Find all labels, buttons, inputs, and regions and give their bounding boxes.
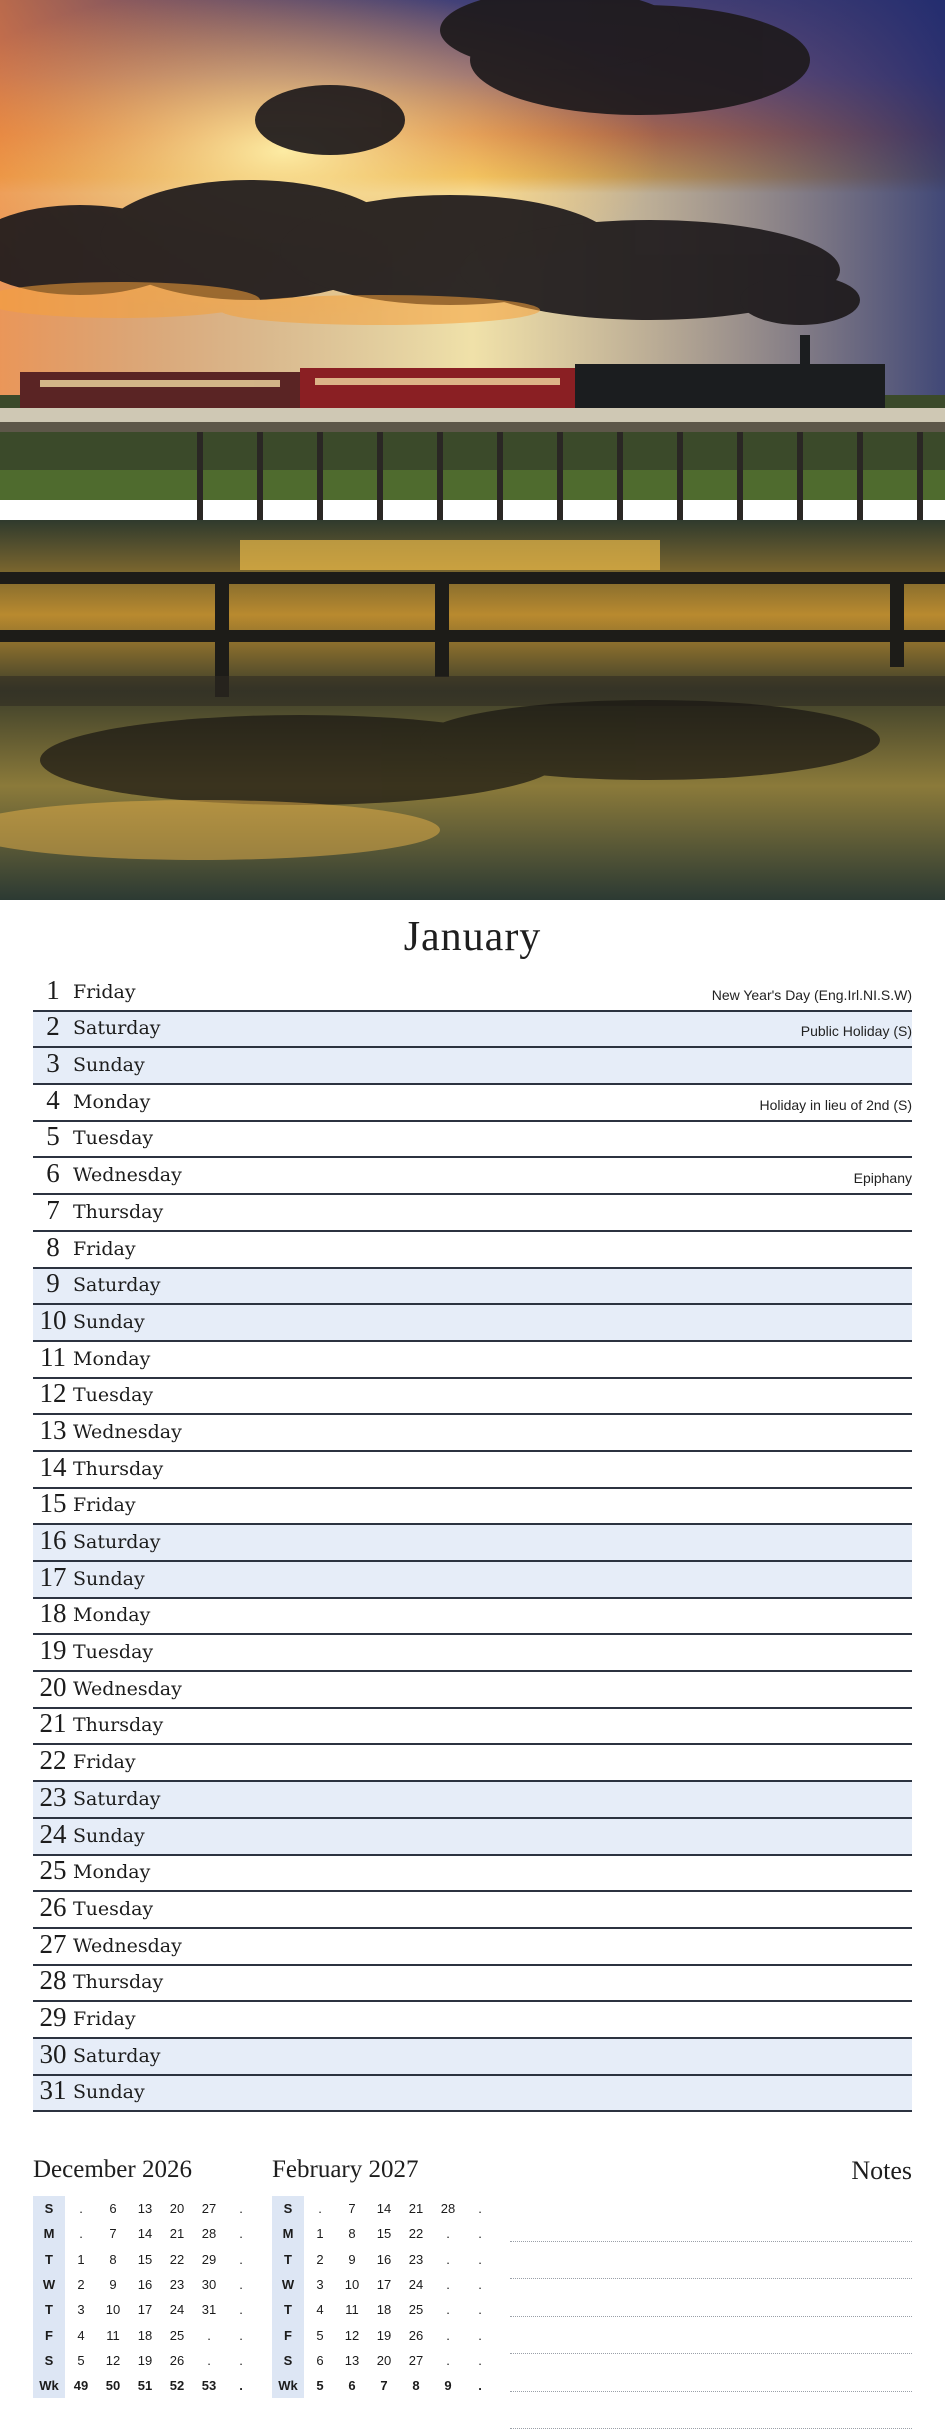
- date-cell: 24: [400, 2272, 432, 2297]
- mini-calendar-previous-month: [33, 2156, 257, 2398]
- day-number: 29: [33, 2002, 73, 2033]
- day-row: [33, 1415, 912, 1452]
- day-name: Saturday: [73, 1788, 161, 1810]
- day-name: Sunday: [73, 1054, 145, 1076]
- weekday-row: [33, 2247, 257, 2272]
- date-cell: 31: [193, 2297, 225, 2322]
- day-row: [33, 2076, 912, 2113]
- date-cell: 3: [65, 2297, 97, 2322]
- day-number: 27: [33, 1929, 73, 1960]
- day-name: Monday: [73, 1091, 150, 1113]
- day-name: Thursday: [73, 1201, 163, 1223]
- day-name: Sunday: [73, 1568, 145, 1590]
- date-cell: .: [225, 2221, 257, 2246]
- date-cell: 5: [304, 2322, 336, 2347]
- date-cell: .: [464, 2196, 496, 2221]
- day-row: [33, 1305, 912, 1342]
- day-name: Tuesday: [73, 1384, 153, 1406]
- date-cell: 3: [304, 2272, 336, 2297]
- day-number: 20: [33, 1672, 73, 1703]
- date-cell: 1: [304, 2221, 336, 2246]
- weekday-row: [272, 2247, 496, 2272]
- month-title: January: [0, 913, 945, 961]
- date-cell: 51: [129, 2373, 161, 2398]
- day-holiday-note: Public Holiday (S): [801, 1023, 912, 1039]
- weekday-row: [33, 2221, 257, 2246]
- day-name: Saturday: [73, 1274, 161, 1296]
- note-line[interactable]: [510, 2392, 912, 2429]
- date-cell: 30: [193, 2272, 225, 2297]
- date-cell: .: [432, 2322, 464, 2347]
- day-name: Thursday: [73, 1714, 163, 1736]
- date-cell: .: [225, 2348, 257, 2373]
- date-cell: .: [464, 2348, 496, 2373]
- date-cell: 29: [193, 2247, 225, 2272]
- day-number: 19: [33, 1635, 73, 1666]
- date-cell: 23: [161, 2272, 193, 2297]
- day-row: [33, 1048, 912, 1085]
- day-name: Saturday: [73, 2045, 161, 2067]
- day-row: [33, 1122, 912, 1159]
- date-cell: 28: [193, 2221, 225, 2246]
- date-cell: 1: [65, 2247, 97, 2272]
- day-number: 16: [33, 1525, 73, 1556]
- weekday-label: F: [272, 2322, 304, 2347]
- day-number: 2: [33, 1011, 73, 1042]
- date-cell: 8: [336, 2221, 368, 2246]
- day-row: [33, 1085, 912, 1122]
- day-name: Monday: [73, 1604, 150, 1626]
- day-number: 14: [33, 1452, 73, 1483]
- day-name: Saturday: [73, 1531, 161, 1553]
- note-line[interactable]: [510, 2279, 912, 2317]
- date-cell: .: [464, 2272, 496, 2297]
- day-number: 18: [33, 1598, 73, 1629]
- day-row: [33, 1782, 912, 1819]
- day-number: 28: [33, 1965, 73, 1996]
- day-number: 1: [33, 975, 73, 1006]
- date-cell: 17: [368, 2272, 400, 2297]
- day-name: Friday: [73, 1238, 136, 1260]
- day-row: [33, 1635, 912, 1672]
- date-cell: .: [304, 2196, 336, 2221]
- date-cell: 11: [336, 2297, 368, 2322]
- day-holiday-note: Epiphany: [854, 1170, 912, 1186]
- date-cell: 6: [304, 2348, 336, 2373]
- weekday-row: [272, 2348, 496, 2373]
- calendar-photo-steam-train: [0, 0, 945, 900]
- date-cell: 12: [336, 2322, 368, 2347]
- date-cell: .: [225, 2373, 257, 2398]
- date-cell: 14: [368, 2196, 400, 2221]
- day-row: [33, 1709, 912, 1746]
- date-cell: 15: [129, 2247, 161, 2272]
- date-cell: .: [193, 2348, 225, 2373]
- mini-calendar-grid: [272, 2196, 496, 2398]
- date-cell: 23: [400, 2247, 432, 2272]
- day-name: Thursday: [73, 1971, 163, 1993]
- date-cell: 13: [129, 2196, 161, 2221]
- date-cell: 5: [304, 2373, 336, 2398]
- date-cell: 22: [161, 2247, 193, 2272]
- day-row: [33, 1672, 912, 1709]
- date-cell: 8: [400, 2373, 432, 2398]
- day-number: 13: [33, 1415, 73, 1446]
- day-list: [33, 975, 912, 2112]
- day-number: 9: [33, 1268, 73, 1299]
- week-number-row: [33, 2373, 257, 2398]
- day-number: 26: [33, 1892, 73, 1923]
- notes-title: Notes: [851, 2156, 912, 2186]
- weekday-label: T: [33, 2297, 65, 2322]
- date-cell: .: [464, 2247, 496, 2272]
- day-name: Saturday: [73, 1017, 161, 1039]
- note-line[interactable]: [510, 2242, 912, 2280]
- date-cell: .: [432, 2221, 464, 2246]
- day-name: Monday: [73, 1861, 150, 1883]
- weekday-label: S: [272, 2196, 304, 2221]
- day-name: Wednesday: [73, 1678, 182, 1700]
- weekday-row: [33, 2348, 257, 2373]
- day-number: 5: [33, 1121, 73, 1152]
- day-name: Wednesday: [73, 1421, 182, 1443]
- weekday-row: [272, 2322, 496, 2347]
- date-cell: .: [225, 2196, 257, 2221]
- mini-calendar-title: February 2027: [272, 2156, 496, 2184]
- weekday-row: [33, 2196, 257, 2221]
- day-name: Sunday: [73, 2081, 145, 2103]
- day-name: Tuesday: [73, 1127, 153, 1149]
- weekday-row: [272, 2196, 496, 2221]
- date-cell: .: [225, 2272, 257, 2297]
- date-cell: 10: [97, 2297, 129, 2322]
- weekday-row: [33, 2272, 257, 2297]
- date-cell: 2: [65, 2272, 97, 2297]
- day-row: [33, 1929, 912, 1966]
- day-number: 21: [33, 1708, 73, 1739]
- day-number: 4: [33, 1085, 73, 1116]
- date-cell: .: [432, 2348, 464, 2373]
- day-row: [33, 1452, 912, 1489]
- day-holiday-note: Holiday in lieu of 2nd (S): [759, 1097, 912, 1113]
- date-cell: .: [464, 2221, 496, 2246]
- date-cell: 7: [336, 2196, 368, 2221]
- weekday-label: W: [272, 2272, 304, 2297]
- day-row: [33, 1379, 912, 1416]
- day-row: [33, 1745, 912, 1782]
- weekday-label: T: [33, 2247, 65, 2272]
- date-cell: 25: [161, 2322, 193, 2347]
- weekday-row: [33, 2322, 257, 2347]
- weekday-row: [272, 2221, 496, 2246]
- weekday-row: [272, 2272, 496, 2297]
- weekday-label: Wk: [272, 2373, 304, 2398]
- day-number: 12: [33, 1378, 73, 1409]
- date-cell: 52: [161, 2373, 193, 2398]
- day-number: 8: [33, 1232, 73, 1263]
- date-cell: 12: [97, 2348, 129, 2373]
- date-cell: .: [464, 2373, 496, 2398]
- date-cell: 11: [97, 2322, 129, 2347]
- day-row: [33, 1819, 912, 1856]
- day-row: [33, 975, 912, 1012]
- week-number-row: [272, 2373, 496, 2398]
- date-cell: 13: [336, 2348, 368, 2373]
- weekday-label: M: [33, 2221, 65, 2246]
- date-cell: 21: [161, 2221, 193, 2246]
- date-cell: 18: [368, 2297, 400, 2322]
- day-number: 30: [33, 2039, 73, 2070]
- day-name: Wednesday: [73, 1935, 182, 1957]
- date-cell: 19: [129, 2348, 161, 2373]
- day-row: [33, 1856, 912, 1893]
- weekday-row: [272, 2297, 496, 2322]
- weekday-label: W: [33, 2272, 65, 2297]
- day-name: Tuesday: [73, 1641, 153, 1663]
- date-cell: 24: [161, 2297, 193, 2322]
- date-cell: 14: [129, 2221, 161, 2246]
- day-row: [33, 1158, 912, 1195]
- day-name: Sunday: [73, 1311, 145, 1333]
- date-cell: 20: [368, 2348, 400, 2373]
- day-number: 15: [33, 1488, 73, 1519]
- day-number: 24: [33, 1819, 73, 1850]
- notes-lines: [510, 2204, 912, 2429]
- date-cell: .: [225, 2297, 257, 2322]
- day-row: [33, 1232, 912, 1269]
- date-cell: .: [432, 2272, 464, 2297]
- day-row: [33, 1966, 912, 2003]
- day-name: Friday: [73, 2008, 136, 2030]
- mini-calendar-title: December 2026: [33, 2156, 257, 2184]
- date-cell: 17: [129, 2297, 161, 2322]
- date-cell: 7: [97, 2221, 129, 2246]
- day-name: Friday: [73, 1494, 136, 1516]
- day-row: [33, 1342, 912, 1379]
- day-row: [33, 1195, 912, 1232]
- day-row: [33, 1892, 912, 1929]
- weekday-label: S: [33, 2348, 65, 2373]
- date-cell: 4: [65, 2322, 97, 2347]
- date-cell: 7: [368, 2373, 400, 2398]
- date-cell: 5: [65, 2348, 97, 2373]
- day-number: 6: [33, 1158, 73, 1189]
- date-cell: 9: [97, 2272, 129, 2297]
- date-cell: 8: [97, 2247, 129, 2272]
- day-number: 31: [33, 2075, 73, 2106]
- date-cell: 18: [129, 2322, 161, 2347]
- weekday-label: T: [272, 2297, 304, 2322]
- date-cell: .: [432, 2247, 464, 2272]
- date-cell: 16: [129, 2272, 161, 2297]
- day-name: Friday: [73, 1751, 136, 1773]
- weekday-label: F: [33, 2322, 65, 2347]
- day-name: Sunday: [73, 1825, 145, 1847]
- date-cell: 6: [336, 2373, 368, 2398]
- weekday-label: Wk: [33, 2373, 65, 2398]
- date-cell: 6: [97, 2196, 129, 2221]
- date-cell: .: [65, 2196, 97, 2221]
- mini-calendar-grid: [33, 2196, 257, 2398]
- date-cell: .: [225, 2322, 257, 2347]
- date-cell: 22: [400, 2221, 432, 2246]
- date-cell: 2: [304, 2247, 336, 2272]
- day-number: 25: [33, 1855, 73, 1886]
- mini-calendar-next-month: [272, 2156, 496, 2398]
- date-cell: .: [432, 2297, 464, 2322]
- day-name: Tuesday: [73, 1898, 153, 1920]
- day-number: 22: [33, 1745, 73, 1776]
- weekday-label: M: [272, 2221, 304, 2246]
- date-cell: 19: [368, 2322, 400, 2347]
- date-cell: 20: [161, 2196, 193, 2221]
- day-name: Friday: [73, 981, 136, 1003]
- day-number: 11: [33, 1342, 73, 1373]
- day-number: 10: [33, 1305, 73, 1336]
- date-cell: 27: [400, 2348, 432, 2373]
- day-holiday-note: New Year's Day (Eng.Irl.NI.S.W): [712, 987, 912, 1003]
- date-cell: 25: [400, 2297, 432, 2322]
- day-row: [33, 1012, 912, 1049]
- weekday-label: S: [272, 2348, 304, 2373]
- date-cell: 16: [368, 2247, 400, 2272]
- weekday-label: T: [272, 2247, 304, 2272]
- date-cell: 50: [97, 2373, 129, 2398]
- date-cell: .: [464, 2297, 496, 2322]
- day-number: 7: [33, 1195, 73, 1226]
- date-cell: 9: [432, 2373, 464, 2398]
- day-row: [33, 1599, 912, 1636]
- weekday-row: [33, 2297, 257, 2322]
- day-number: 23: [33, 1782, 73, 1813]
- date-cell: .: [225, 2247, 257, 2272]
- date-cell: 4: [304, 2297, 336, 2322]
- day-row: [33, 2002, 912, 2039]
- day-row: [33, 1489, 912, 1526]
- date-cell: .: [464, 2322, 496, 2347]
- day-row: [33, 2039, 912, 2076]
- day-number: 3: [33, 1048, 73, 1079]
- date-cell: 53: [193, 2373, 225, 2398]
- day-name: Thursday: [73, 1458, 163, 1480]
- day-row: [33, 1562, 912, 1599]
- date-cell: 26: [400, 2322, 432, 2347]
- date-cell: 9: [336, 2247, 368, 2272]
- note-line[interactable]: [510, 2317, 912, 2355]
- day-name: Wednesday: [73, 1164, 182, 1186]
- date-cell: 27: [193, 2196, 225, 2221]
- date-cell: 26: [161, 2348, 193, 2373]
- date-cell: 10: [336, 2272, 368, 2297]
- date-cell: 28: [432, 2196, 464, 2221]
- date-cell: .: [193, 2322, 225, 2347]
- day-row: [33, 1525, 912, 1562]
- weekday-label: S: [33, 2196, 65, 2221]
- day-number: 17: [33, 1562, 73, 1593]
- date-cell: .: [65, 2221, 97, 2246]
- date-cell: 15: [368, 2221, 400, 2246]
- note-line[interactable]: [510, 2354, 912, 2392]
- day-name: Monday: [73, 1348, 150, 1370]
- date-cell: 49: [65, 2373, 97, 2398]
- note-line[interactable]: [510, 2204, 912, 2242]
- date-cell: 21: [400, 2196, 432, 2221]
- day-row: [33, 1269, 912, 1306]
